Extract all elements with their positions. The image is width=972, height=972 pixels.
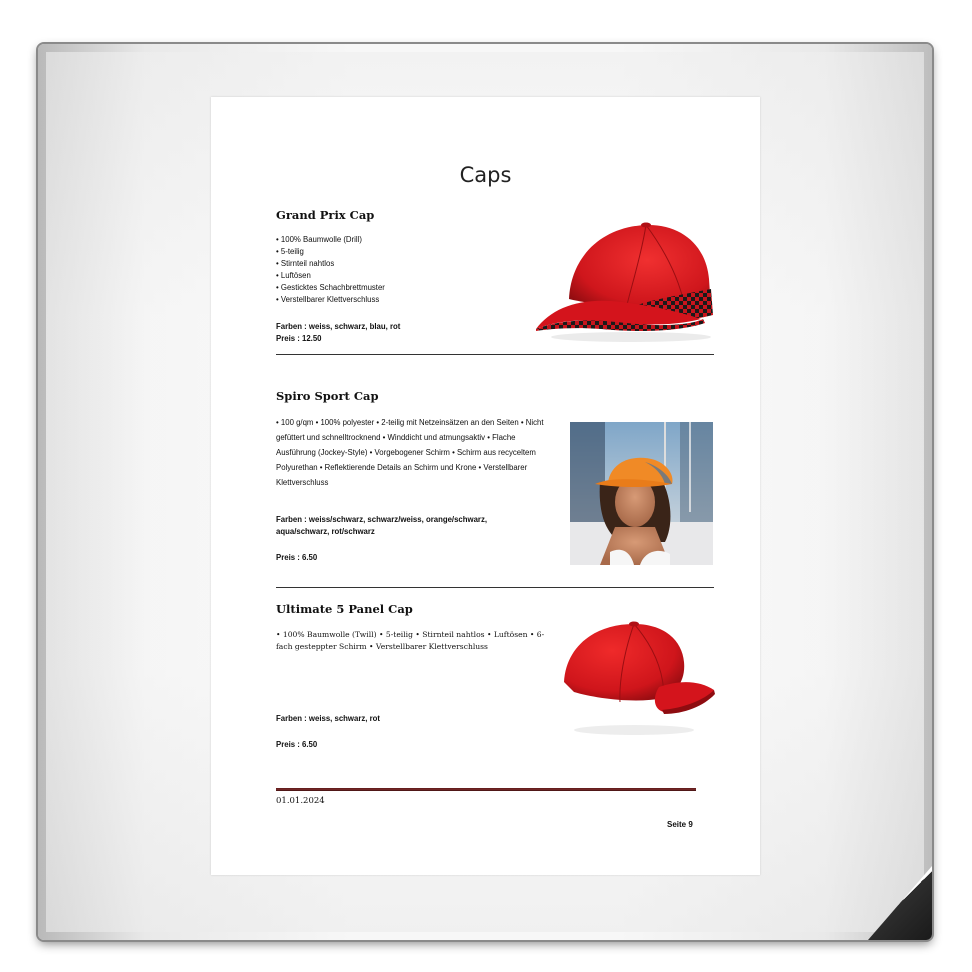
product-description-spiro: • 100 g/qm • 100% polyester • 2-teilig mit Netzeinsätzen an den Seiten • Nicht gefüttert und schnelltrocknend • Winddicht und atmungsaktiv • Flache Ausführung (Jockey-Style) • Vorgebogener Schirm • Schirm aus recyceltem Polyurethan • Reflektierende Details an Schirm und Krone • Verstellbarer Klettverschluss: [276, 418, 544, 487]
product-title-ultimate: Ultimate 5 Panel Cap: [276, 602, 413, 616]
footer-date: 01.01.2024: [276, 796, 325, 806]
woman-wearing-orange-cap-photo: [570, 422, 713, 565]
bullet-item: • Luftösen: [276, 270, 385, 282]
product-colors-ultimate: Farben : weiss, schwarz, rot: [276, 714, 380, 723]
product-price-ultimate: Preis : 6.50: [276, 740, 318, 749]
product-colors-spiro: Farben : weiss/schwarz, schwarz/weiss, orange/schwarz, aqua/schwarz, rot/schwarz: [276, 515, 488, 536]
product-title-spiro: Spiro Sport Cap: [276, 389, 379, 403]
red-cap-image: [564, 612, 719, 747]
page-title: Caps: [459, 163, 512, 187]
bullet-item: • 100% Baumwolle (Drill): [276, 234, 385, 246]
bullet-item: • 5-teilig: [276, 246, 385, 258]
bullet-item: • Stirnteil nahtlos: [276, 258, 385, 270]
page-number: Seite 9: [667, 820, 693, 829]
product-title-grand-prix: Grand Prix Cap: [276, 208, 375, 222]
product-price-grand-prix: Preis : 12.50: [276, 334, 322, 343]
bullet-item: • Verstellbarer Klettverschluss: [276, 294, 385, 306]
product-bullets-grand-prix: [276, 234, 385, 306]
section-divider: [276, 587, 714, 588]
product-price-spiro: Preis : 6.50: [276, 553, 318, 562]
product-colors-grand-prix: Farben : weiss, schwarz, blau, rot: [276, 322, 401, 331]
bullet-item: • Gesticktes Schachbrettmuster: [276, 282, 385, 294]
footer-divider: [276, 788, 696, 791]
red-checkered-cap-image: [531, 197, 721, 347]
document-page: [211, 97, 760, 875]
section-divider: [276, 354, 714, 355]
product-description-ultimate: • 100% Baumwolle (Twill) • 5-teilig • Stirnteil nahtlos • Luftösen • 6-fach gesteppter Schirm • Verstellbarer Klettverschluss: [276, 630, 545, 651]
